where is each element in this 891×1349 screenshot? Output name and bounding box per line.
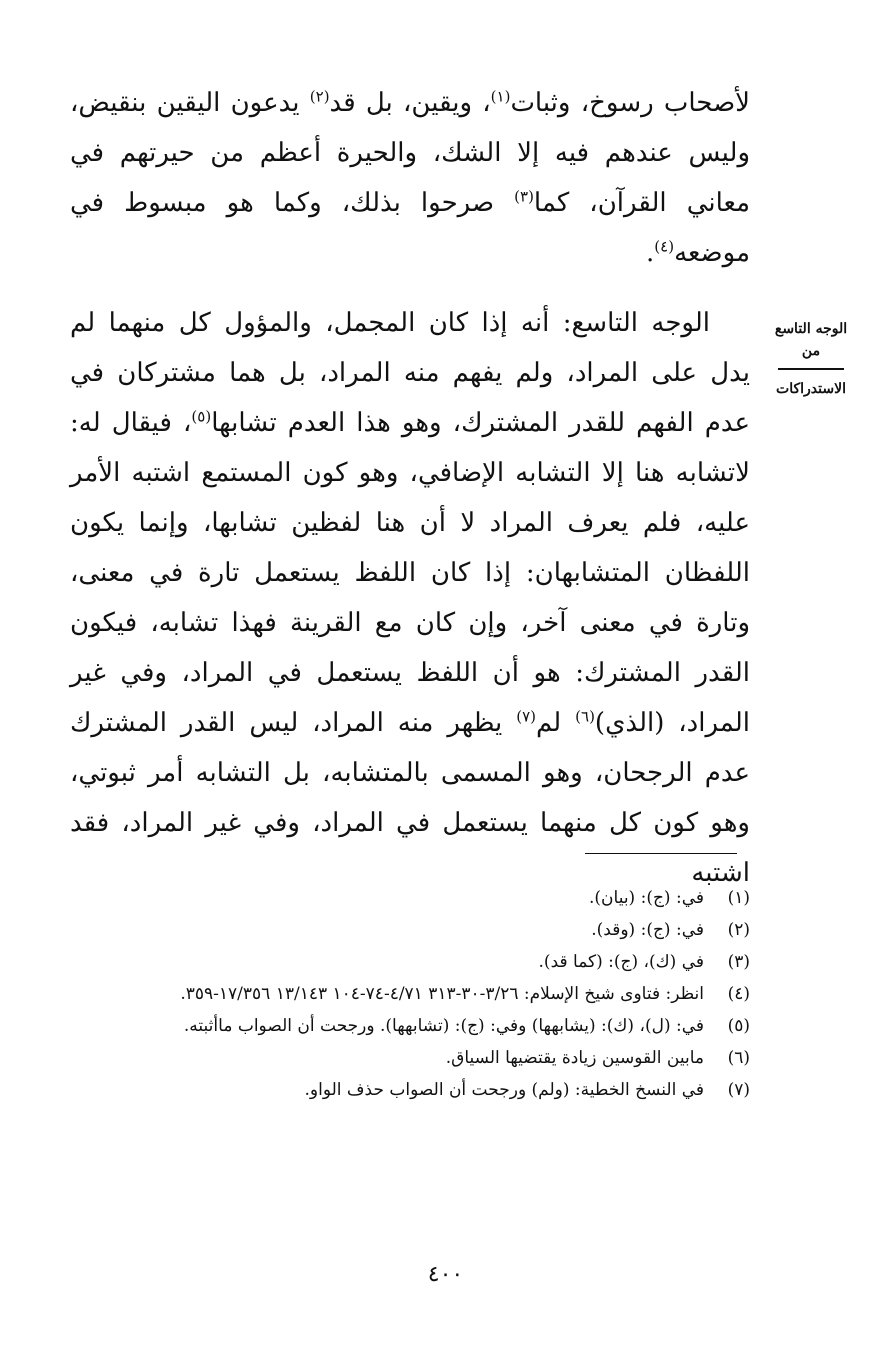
footnotes-list — [70, 882, 750, 1106]
footnote-item — [70, 978, 750, 1010]
footnote-text: في: (ج): (وقد). — [591, 920, 704, 940]
footnote-ref-3[interactable]: (٣) — [514, 187, 534, 206]
text-run: لأصحاب رسوخ، وثبات — [510, 88, 750, 118]
text-run: يظهر منه المراد، ليس القدر المشترك عدم الرجحان، وهو المسمى بالمتشابه، بل التشابه أمر ثبوتي، وهو كون كل منهما يستعمل في المراد، وفي غير المراد، فقد اشتبه — [70, 708, 750, 888]
margin-heading-line1: الوجه التاسع — [774, 321, 848, 337]
footnote-number: (٧) — [727, 1080, 750, 1100]
footnote-text: في (ك)، (ج): (كما قد). — [538, 952, 704, 972]
footnote-text: في النسخ الخطية: (ولم) ورجحت أن الصواب حذف الواو. — [304, 1080, 704, 1100]
footnote-ref-6[interactable]: (٦) — [575, 707, 595, 726]
footnote-number: (١) — [727, 888, 750, 908]
footnote-number: (٥) — [727, 1016, 750, 1036]
footnote-text: في: (ج): (بيان). — [589, 888, 704, 908]
margin-heading-rule — [778, 368, 844, 370]
footnote-item — [70, 1010, 750, 1042]
footnote-text: في: (ل)، (ك): (يشابهها) وفي: (ج): (تشابهها). ورجحت أن الصواب ماأثبته. — [183, 1016, 704, 1036]
text-run: الوجه التاسع: أنه إذا كان المجمل، والمؤول كل منهما لم يدل على المراد، ولم يفهم منه المراد، بل هما مشتركان في عدم الفهم للقدر المشترك، وهو هذا العدم تشابها — [70, 308, 751, 438]
footnote-number: (٣) — [727, 952, 750, 972]
text-run: . — [646, 238, 655, 268]
margin-heading-line2: من — [801, 343, 821, 359]
footnote-item — [70, 882, 750, 914]
text-run: ، فيقال له: لاتشابه هنا إلا التشابه الإضافي، وهو كون المستمع اشتبه الأمر عليه، فلم يعرف المراد لا أن هنا لفظين تشابها، وإنما يكون اللفظان المتشابهان: إذا كان اللفظ يستعمل تارة في معنى، وتارة في معنى آخر، وإن كان مع القرينة فهذا تشابه، فيكون القدر المشترك: هو أن اللفظ يستعمل في المراد، وفي غير المراد، (الذي) — [70, 408, 750, 738]
paragraph-ninth-aspect — [70, 298, 750, 898]
footnote-number: (٢) — [727, 920, 750, 940]
text-run: يدعون اليقين بنقيض، وليس عندهم فيه إلا الشك، والحيرة أعظم من حيرتهم في معاني القرآن، كما — [70, 88, 751, 218]
footnote-text: مابين القوسين زيادة يقتضيها السياق. — [445, 1048, 704, 1068]
text-run: لم — [536, 708, 576, 738]
footnote-ref-5[interactable]: (٥) — [191, 407, 212, 426]
margin-heading-line3: الاستدراكات — [776, 381, 846, 397]
footnote-number: (٦) — [727, 1048, 750, 1068]
footnote-divider — [585, 853, 737, 854]
page-number: ٤٠٠ — [427, 1262, 464, 1287]
footnote-item — [70, 1042, 750, 1074]
footnote-item — [70, 1074, 750, 1106]
text-run: ، ويقين، بل قد — [329, 88, 491, 118]
main-text — [70, 78, 750, 898]
footnote-ref-4[interactable]: (٤) — [654, 237, 675, 256]
paragraph-continuation — [70, 78, 750, 278]
footnote-ref-2[interactable]: (٢) — [309, 87, 330, 106]
footnote-ref-7[interactable]: (٧) — [516, 707, 536, 726]
footnote-text: انظر: فتاوى شيخ الإسلام: ٣/٢٦-٣٠-٣١٣ ٤/٧١-٧٤-١٠٤ ١٣/١٤٣ ١٧/٣٥٦-٣٥٩. — [180, 984, 704, 1004]
footnote-number: (٤) — [727, 984, 750, 1004]
footnote-item — [70, 946, 750, 978]
footnote-ref-1[interactable]: (١) — [490, 87, 511, 106]
footnote-item — [70, 914, 750, 946]
text-run: صرحوا بذلك، وكما هو مبسوط في موضعه — [70, 188, 750, 268]
margin-heading — [770, 318, 852, 400]
